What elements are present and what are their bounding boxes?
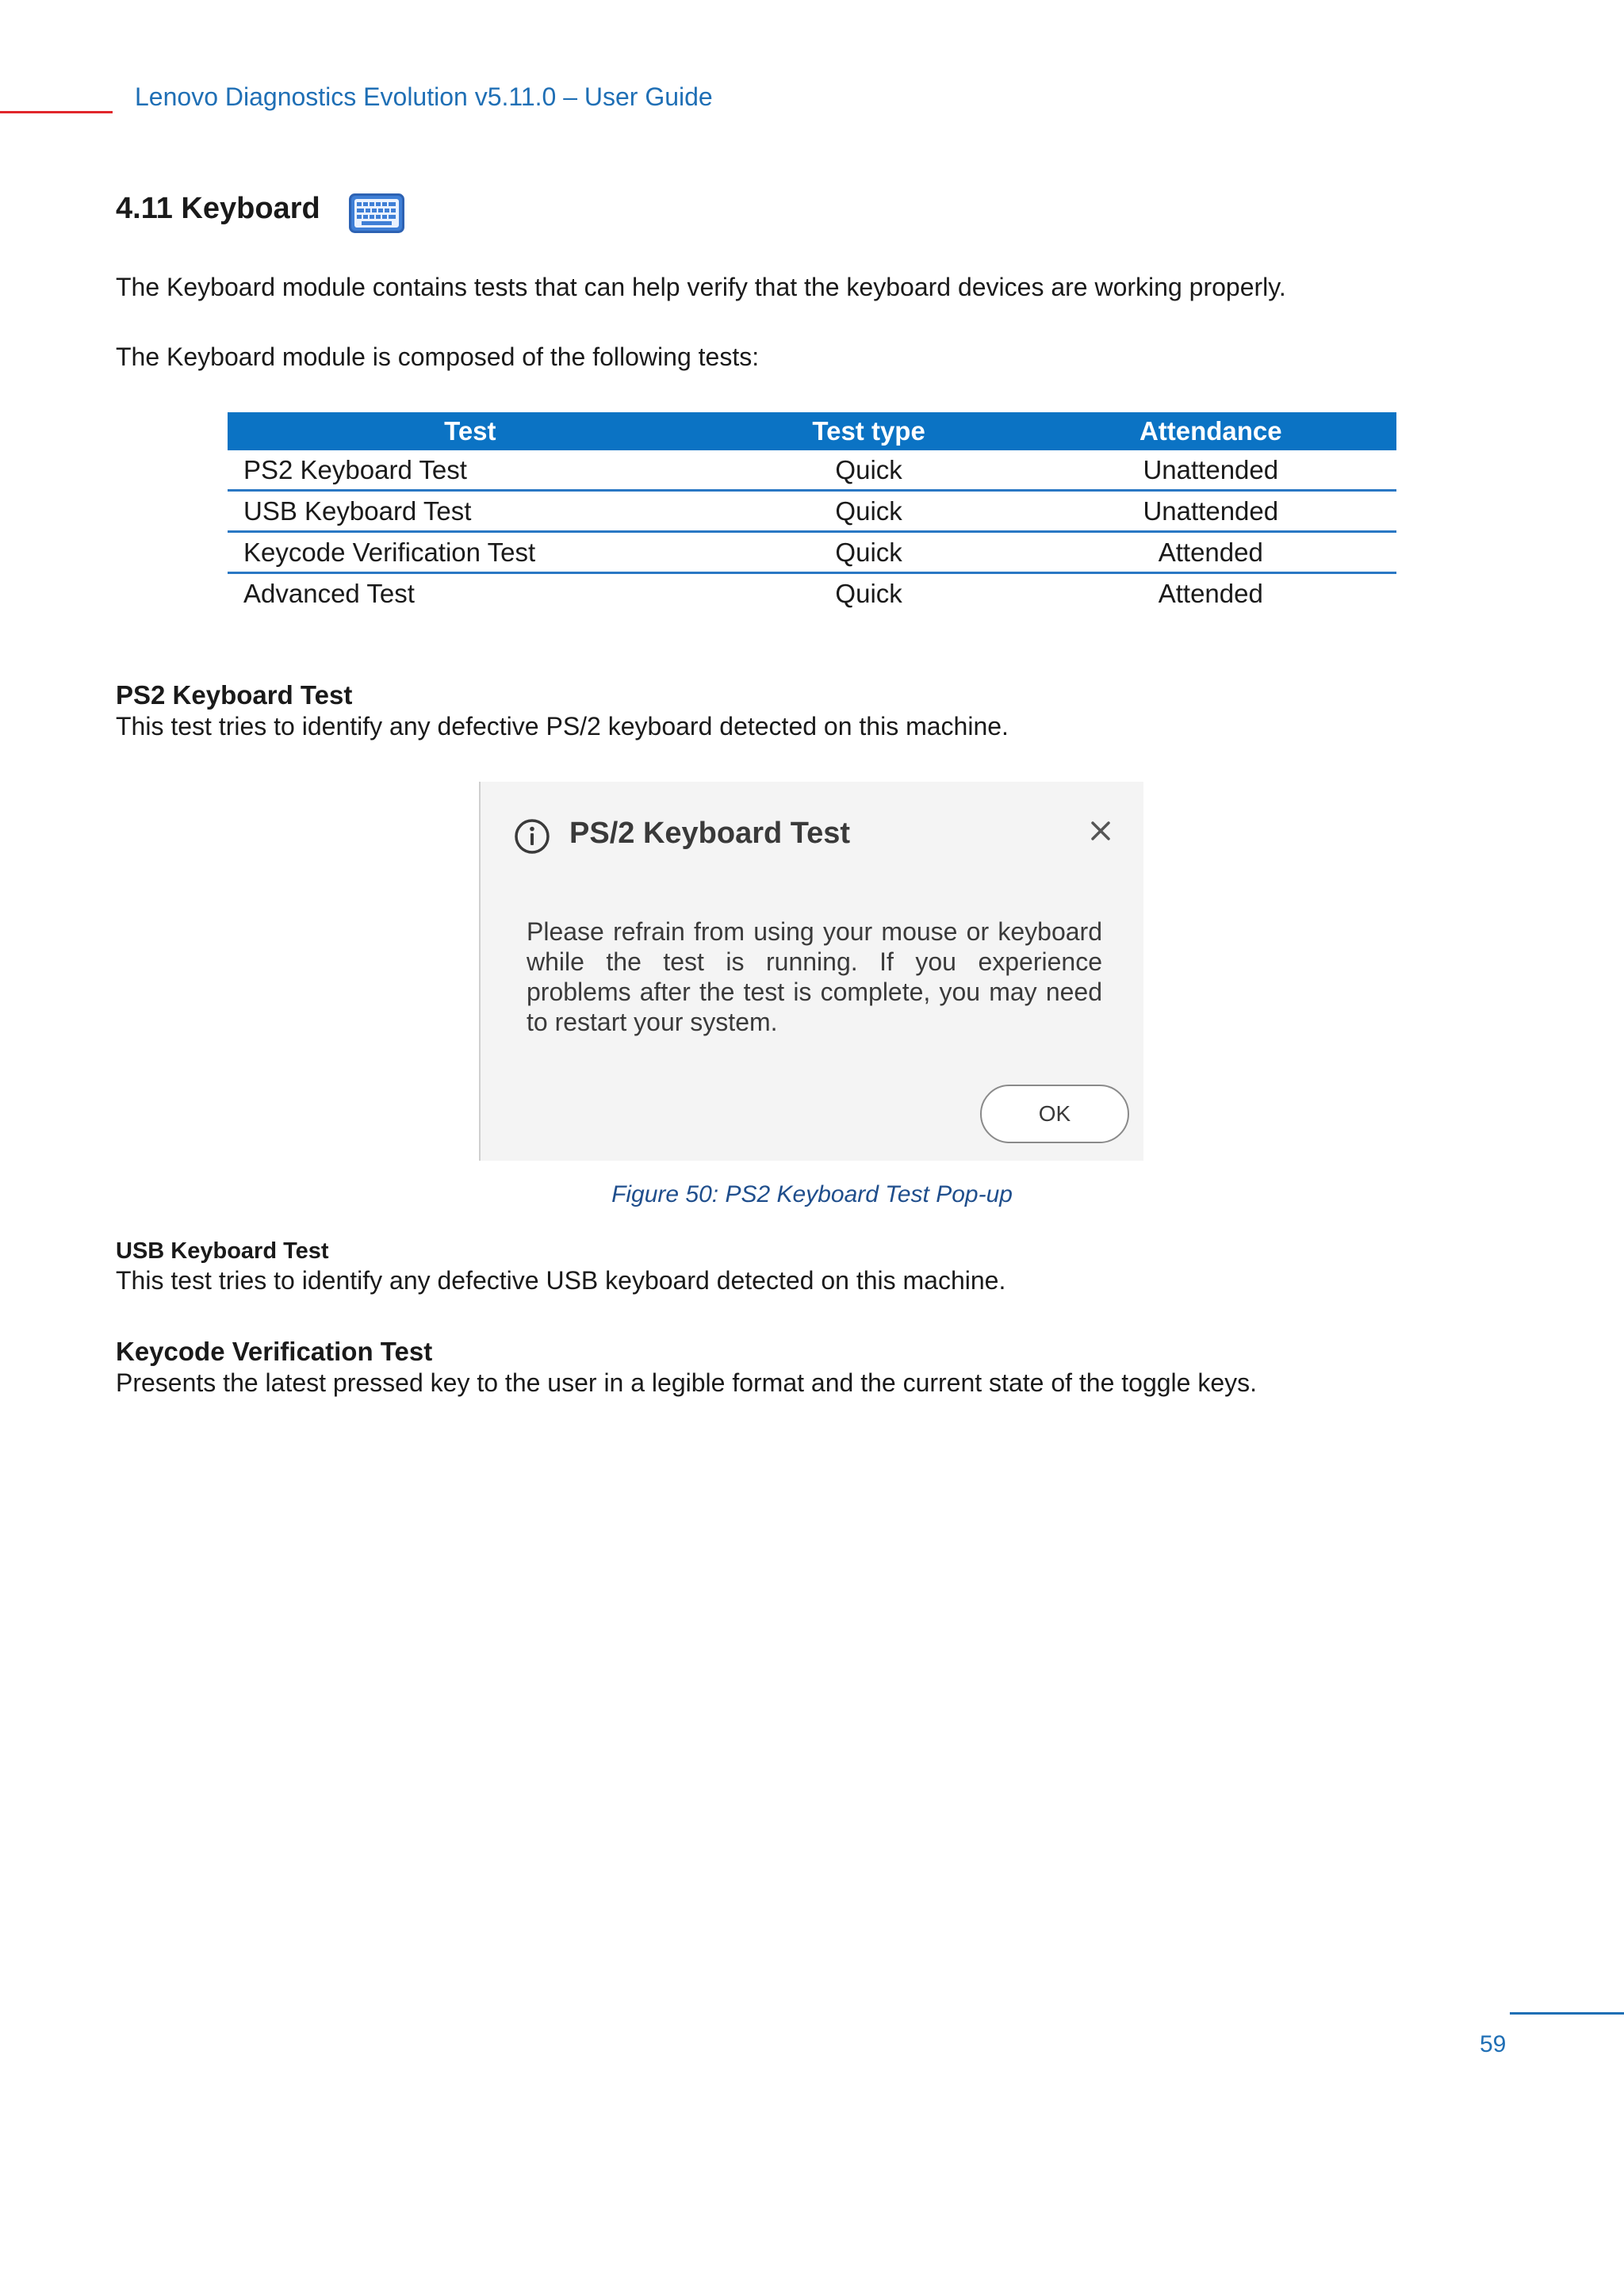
table-row [228, 532, 1396, 573]
usb-heading: USB Keyboard Test [116, 1238, 329, 1264]
cell-attendance: Attended [1158, 578, 1263, 608]
keyboard-icon [349, 193, 404, 233]
cell-attendance: Attended [1025, 532, 1396, 573]
ok-button[interactable]: OK [980, 1085, 1129, 1143]
document-header-title: Lenovo Diagnostics Evolution v5.11.0 – User Guide [135, 82, 713, 111]
header-rule [0, 111, 113, 113]
cell-test-type: Quick [713, 491, 1025, 532]
close-icon[interactable] [1085, 815, 1116, 847]
column-header-test: Test [228, 412, 713, 450]
tests-table [228, 412, 1396, 613]
usb-description: This test tries to identify any defective USB keyboard detected on this machine. [116, 1266, 1006, 1295]
figure-caption: Figure 50: PS2 Keyboard Test Pop-up [611, 1181, 1013, 1207]
column-header-attendance: Attendance [1025, 412, 1396, 450]
cell-test: Keycode Verification Test [228, 532, 713, 573]
info-icon [514, 818, 550, 855]
table-header-row [228, 412, 1396, 450]
keycode-description: Presents the latest pressed key to the user in a legible format and the current state of the toggle keys. [116, 1368, 1258, 1397]
dialog-title: PS/2 Keyboard Test [569, 817, 851, 850]
ps2-description: This test tries to identify any defective PS/2 keyboard detected on this machine. [116, 712, 1009, 740]
cell-test: PS2 Keyboard Test [228, 450, 713, 491]
section-intro: The Keyboard module contains tests that can help verify that the keyboard devices are working properly. [116, 273, 1286, 301]
cell-attendance: Unattended [1025, 491, 1396, 532]
cell-test: USB Keyboard Test [228, 491, 713, 532]
table-row [228, 450, 1396, 491]
keycode-heading: Keycode Verification Test [116, 1337, 433, 1366]
column-header-test-type: Test type [713, 412, 1025, 450]
cell-test-type: Quick [713, 450, 1025, 491]
dialog-message: Please refrain from using your mouse or keyboard while the test is running. If you experience problems after the test is complete, you may need to restart your system. [527, 917, 1102, 1036]
cell-attendance: Unattended [1025, 450, 1396, 491]
cell-test: Advanced Test [243, 578, 415, 608]
table-row [228, 491, 1396, 532]
page-number: 59 [1480, 2031, 1507, 2057]
cell-test-type: Quick [835, 578, 902, 608]
table-row [228, 573, 1396, 614]
cell-test-type: Quick [713, 532, 1025, 573]
section-heading: 4.11 Keyboard [116, 192, 320, 225]
ps2-heading: PS2 Keyboard Test [116, 680, 353, 710]
footer-rule [1510, 2012, 1624, 2015]
ps2-keyboard-test-dialog [479, 782, 1143, 1161]
section-composed: The Keyboard module is composed of the following tests: [116, 342, 760, 371]
